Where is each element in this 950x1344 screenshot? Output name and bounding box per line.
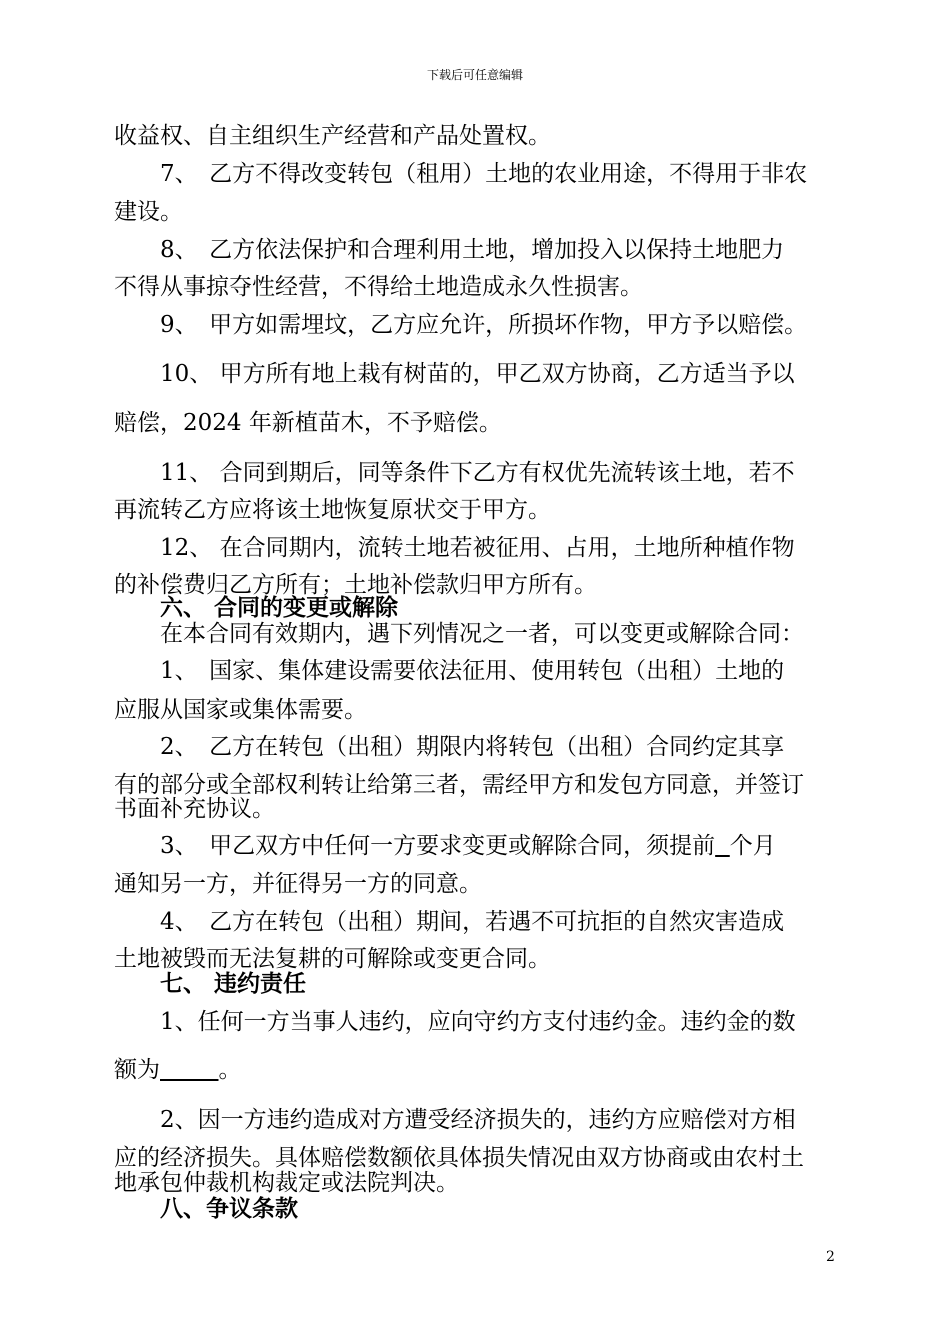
- clause-11: 11、 合同到期后，同等条件下乙方有权优先流转该土地，若不: [160, 460, 795, 486]
- paragraph-line: 的补偿费归乙方所有；土地补偿款归甲方所有。: [114, 572, 597, 598]
- paragraph-line: [114, 1056, 844, 1084]
- section-heading-6: 六、 合同的变更或解除: [160, 594, 399, 621]
- clause-7: 7、 乙方不得改变转包（租用）土地的农业用途，不得用于非农: [160, 161, 808, 187]
- page-number: 2: [826, 1249, 835, 1265]
- clause-6-4: 4、 乙方在转包（出租）期间，若遇不可抗拒的自然灾害造成: [160, 909, 785, 935]
- paragraph-line: 在本合同有效期内，遇下列情况之一者，可以变更或解除合同：: [160, 621, 804, 647]
- clause-7-2: 2、因一方违约造成对方遭受经济损失的，违约方应赔偿对方相: [160, 1107, 796, 1133]
- paragraph-line: 再流转乙方应将该土地恢复原状交于甲方。: [114, 497, 551, 523]
- clause-text: 个月: [729, 833, 776, 859]
- clause-6-3: [160, 832, 890, 860]
- paragraph-line: 不得从事掠夺性经营，不得给土地造成永久性损害。: [114, 274, 643, 300]
- paragraph-line: 赔偿，2024 年新植苗木，不予赔偿。: [114, 410, 502, 436]
- clause-7-1: 1、任何一方当事人违约，应向守约方支付违约金。违约金的数: [160, 1009, 796, 1035]
- clause-text: 额为: [114, 1057, 160, 1083]
- paragraph-line: 土地被毁而无法复耕的可解除或变更合同。: [114, 946, 551, 972]
- section-heading-7: 七、 违约责任: [160, 970, 307, 997]
- clause-12: 12、 在合同期内，流转土地若被征用、占用，土地所种植作物: [160, 535, 795, 561]
- section-heading-8: 八、争议条款: [160, 1195, 298, 1222]
- page-header: 下载后可任意编辑: [426, 68, 523, 82]
- paragraph-line: 地承包仲裁机构裁定或法院判决。: [114, 1170, 459, 1196]
- clause-text: 3、 甲乙双方中任何一方要求变更或解除合同，须提前: [160, 833, 716, 859]
- paragraph-line: 书面补充协议。: [114, 796, 275, 822]
- clause-text: 。: [218, 1057, 242, 1083]
- blank-field: [160, 1057, 219, 1083]
- clause-9: 9、 甲方如需埋坟，乙方应允许，所损坏作物，甲方予以赔偿。: [160, 312, 808, 338]
- paragraph-line: 应服从国家或集体需要。: [114, 697, 367, 723]
- paragraph-line: 建设。: [114, 199, 183, 225]
- paragraph-line: 收益权、自主组织生产经营和产品处置权。: [114, 123, 551, 149]
- paragraph-line: 通知另一方，并征得另一方的同意。: [114, 871, 482, 897]
- paragraph-line: 有的部分或全部权利转让给第三者，需经甲方和发包方同意，并签订: [114, 772, 804, 798]
- blank-field: [715, 833, 730, 859]
- clause-6-1: 1、 国家、集体建设需要依法征用、使用转包（出租）土地的: [160, 658, 785, 684]
- clause-10: 10、 甲方所有地上栽有树苗的，甲乙双方协商，乙方适当予以: [160, 361, 795, 387]
- clause-6-2: 2、 乙方在转包（出租）期限内将转包（出租）合同约定其享: [160, 734, 785, 760]
- clause-8: 8、 乙方依法保护和合理利用土地，增加投入以保持土地肥力: [160, 237, 785, 263]
- paragraph-line: 应的经济损失。具体赔偿数额依具体损失情况由双方协商或由农村土: [114, 1145, 804, 1171]
